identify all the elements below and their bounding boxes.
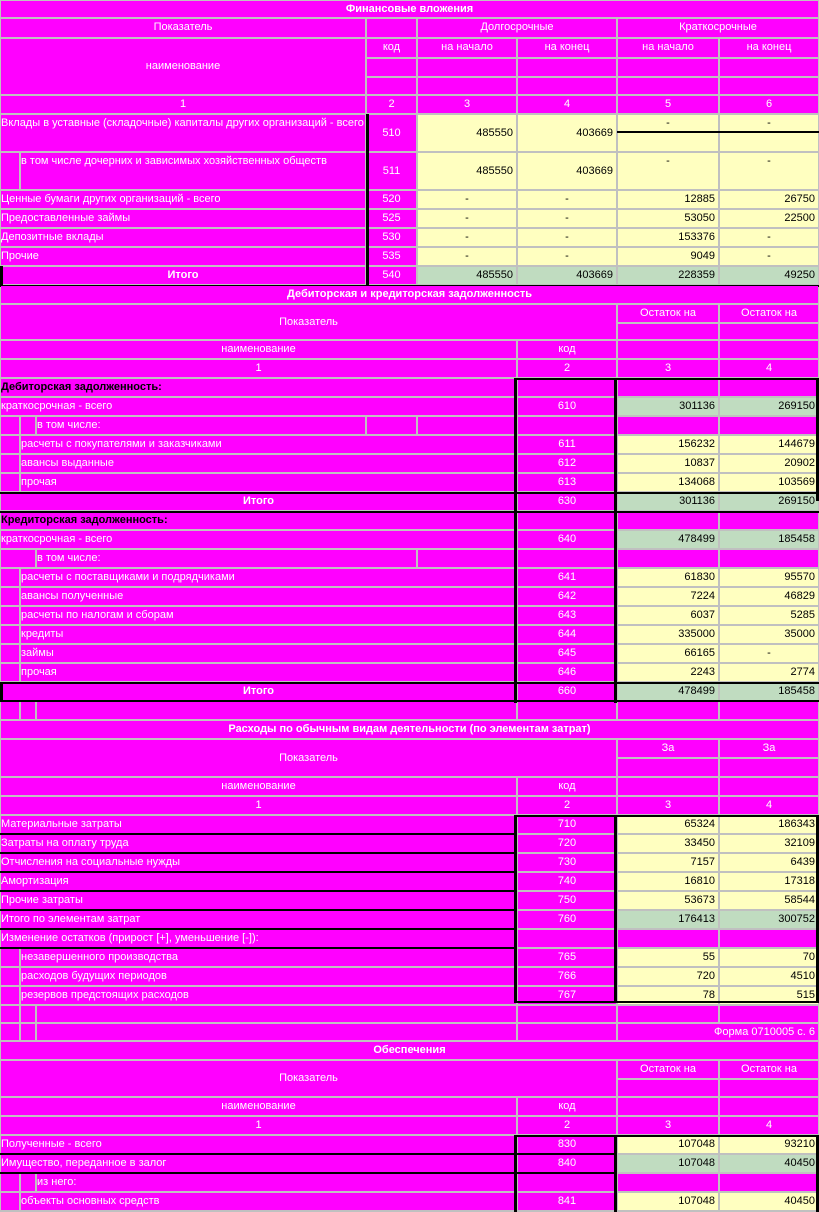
- row-code: 830: [518, 1136, 616, 1153]
- row-name: Изменение остатков (прирост [+], уменьшение [-]):: [1, 930, 516, 947]
- row-name: расчеты с покупателями и заказчиками: [21, 436, 516, 453]
- value-cell: 186343: [720, 816, 818, 833]
- cell: [21, 417, 35, 434]
- row-code: 644: [518, 626, 616, 643]
- row-code: 710: [518, 816, 616, 833]
- border-line: [514, 1001, 819, 1003]
- cell: [418, 417, 516, 434]
- value-cell: 478499: [618, 531, 718, 548]
- column-number: 4: [720, 797, 818, 814]
- cell: [518, 702, 616, 719]
- column-number: 4: [720, 1117, 818, 1134]
- column-number: 4: [720, 360, 818, 377]
- value-cell: [720, 379, 818, 396]
- row-name: Амортизация: [1, 873, 516, 890]
- column-number: 3: [618, 797, 718, 814]
- row-name: прочая: [21, 474, 516, 491]
- cell: [1, 569, 19, 586]
- cell: [1, 588, 19, 605]
- value-cell: 185458: [720, 531, 818, 548]
- row-code: 766: [518, 968, 616, 985]
- value-cell: [720, 1174, 818, 1191]
- value-cell: 55: [618, 949, 718, 966]
- value-cell: 2243: [618, 664, 718, 681]
- cell: [618, 1098, 718, 1115]
- border-line: [0, 492, 819, 494]
- header-code: код: [518, 778, 616, 795]
- value-cell: [720, 930, 818, 947]
- value-cell: 6439: [720, 854, 818, 871]
- border-line: [514, 378, 517, 703]
- value-cell: 10837: [618, 455, 718, 472]
- row-code: 540: [367, 267, 416, 284]
- row-code: 535: [367, 248, 416, 265]
- header-end: на конец: [720, 39, 818, 57]
- value-cell: 53673: [618, 892, 718, 909]
- border-line: [0, 833, 517, 835]
- value-cell: -: [720, 248, 818, 265]
- cell: [518, 1024, 616, 1040]
- value-cell: -: [418, 210, 516, 227]
- value-cell: 515: [720, 987, 818, 1004]
- cell: [418, 78, 516, 94]
- value-cell: 478499: [618, 683, 718, 700]
- row-name: в том числе:: [37, 550, 416, 567]
- value-cell: 403669: [518, 267, 616, 284]
- row-name: объекты основных средств: [21, 1193, 516, 1210]
- cell: [720, 1098, 818, 1115]
- cell: [720, 759, 818, 776]
- row-name: Отчисления на социальные нужды: [1, 854, 516, 871]
- cell: [720, 341, 818, 358]
- row-name: авансы полученные: [21, 588, 516, 605]
- row-name: кредиты: [21, 626, 516, 643]
- value-cell: 301136: [618, 398, 718, 415]
- value-cell: 66165: [618, 645, 718, 662]
- value-cell: -: [418, 191, 516, 208]
- value-cell: [720, 512, 818, 529]
- column-number: 2: [518, 797, 616, 814]
- value-cell: 6037: [618, 607, 718, 624]
- value-cell: 33450: [618, 835, 718, 852]
- cell: [618, 759, 718, 776]
- cell: [720, 1080, 818, 1096]
- row-name: Затраты на оплату труда: [1, 835, 516, 852]
- column-number: 1: [1, 96, 365, 113]
- cell: [618, 341, 718, 358]
- value-cell: -: [720, 229, 818, 246]
- row-name: займы: [21, 645, 516, 662]
- cell: [1, 1006, 19, 1022]
- column-number: 6: [720, 96, 818, 113]
- value-cell: 301136: [618, 493, 718, 510]
- header-code: код: [518, 1098, 616, 1115]
- cell: [1, 436, 19, 453]
- border-line: [0, 928, 517, 930]
- cell: [1, 455, 19, 472]
- value-cell: 485550: [418, 267, 516, 284]
- row-name: расходов будущих периодов: [21, 968, 516, 985]
- cell: [518, 1006, 616, 1022]
- value-cell: 176413: [618, 911, 718, 928]
- column-number: 1: [1, 797, 516, 814]
- row-code: 645: [518, 645, 616, 662]
- value-cell: -: [618, 115, 718, 151]
- value-cell: 300752: [720, 911, 818, 928]
- value-cell: 403669: [518, 153, 616, 189]
- border-line: [0, 682, 3, 702]
- value-cell: [618, 417, 718, 434]
- value-cell: 78: [618, 987, 718, 1004]
- cell: [367, 417, 416, 434]
- cell: [1, 1193, 19, 1210]
- value-cell: 35000: [720, 626, 818, 643]
- row-name: резервов предстоящих расходов: [21, 987, 516, 1004]
- border-line: [514, 378, 819, 380]
- cell: [418, 550, 516, 567]
- value-cell: 7157: [618, 854, 718, 871]
- row-code: 841: [518, 1193, 616, 1210]
- cell: [1, 417, 19, 434]
- row-name: прочая: [21, 664, 516, 681]
- row-code: [518, 379, 616, 396]
- value-cell: 16810: [618, 873, 718, 890]
- value-cell: 107048: [618, 1136, 718, 1153]
- value-cell: 134068: [618, 474, 718, 491]
- row-code: 730: [518, 854, 616, 871]
- row-code: 520: [367, 191, 416, 208]
- header-name: наименование: [1, 778, 516, 795]
- section-title: Расходы по обычным видам деятельности (по элементам затрат): [1, 721, 818, 738]
- cell: [618, 1080, 718, 1096]
- border-line: [0, 1172, 617, 1174]
- value-cell: -: [618, 153, 718, 189]
- value-cell: 107048: [618, 1155, 718, 1172]
- value-cell: -: [518, 191, 616, 208]
- border-line: [0, 1153, 617, 1155]
- row-name: в том числе дочерних и зависимых хозяйственных обществ: [21, 153, 365, 189]
- cell: [21, 702, 35, 719]
- row-code: [518, 930, 616, 947]
- value-cell: 46829: [720, 588, 818, 605]
- cell: [418, 59, 516, 76]
- form-note: Форма 0710005 с. 6: [618, 1024, 818, 1040]
- column-number: 1: [1, 360, 516, 377]
- border-line: [0, 947, 517, 949]
- value-cell: 53050: [618, 210, 718, 227]
- border-line: [366, 114, 369, 287]
- value-cell: 2774: [720, 664, 818, 681]
- row-code: 660: [518, 683, 616, 700]
- value-cell: 9049: [618, 248, 718, 265]
- cell: [1, 1174, 19, 1191]
- header-indicator: Показатель: [1, 740, 616, 776]
- border-line: [0, 871, 517, 873]
- value-cell: 4510: [720, 968, 818, 985]
- cell: [618, 702, 718, 719]
- value-cell: 58544: [720, 892, 818, 909]
- row-code: [518, 1174, 616, 1191]
- row-name: Прочие затраты: [1, 892, 516, 909]
- row-code: 840: [518, 1155, 616, 1172]
- value-cell: 107048: [618, 1193, 718, 1210]
- column-number: 3: [618, 360, 718, 377]
- value-cell: 17318: [720, 873, 818, 890]
- value-cell: 65324: [618, 816, 718, 833]
- header-end: на конец: [518, 39, 616, 57]
- row-code: 643: [518, 607, 616, 624]
- total-label: Итого: [1, 683, 516, 700]
- row-name: расчеты с поставщиками и подрядчиками: [21, 569, 516, 586]
- cell: [1, 607, 19, 624]
- value-cell: 12885: [618, 191, 718, 208]
- row-code: 610: [518, 398, 616, 415]
- row-code: 510: [367, 115, 416, 151]
- row-name: Материальные затраты: [1, 816, 516, 833]
- value-cell: 144679: [720, 436, 818, 453]
- cell: [618, 59, 718, 76]
- cell: [21, 1024, 35, 1040]
- row-name: Прочие: [1, 248, 365, 265]
- cell: [37, 1024, 516, 1040]
- value-cell: 93210: [720, 1136, 818, 1153]
- header-for: За: [618, 740, 718, 757]
- header-code: код: [367, 39, 416, 57]
- cell: [1, 664, 19, 681]
- row-code: 630: [518, 493, 616, 510]
- header-name: наименование: [1, 39, 365, 94]
- value-cell: 40450: [720, 1193, 818, 1210]
- header-begin: на начало: [618, 39, 718, 57]
- header-indicator: Показатель: [1, 305, 616, 339]
- border-line: [0, 511, 819, 513]
- total-label: Итого: [1, 267, 365, 284]
- cell: [618, 778, 718, 795]
- cell: [1, 968, 19, 985]
- column-number: 3: [418, 96, 516, 113]
- value-cell: 70: [720, 949, 818, 966]
- cell: [367, 19, 416, 37]
- value-cell: -: [720, 645, 818, 662]
- border-line: [0, 700, 819, 702]
- cell: [37, 702, 516, 719]
- cell: [1, 987, 19, 1004]
- value-cell: 20902: [720, 455, 818, 472]
- value-cell: -: [518, 248, 616, 265]
- row-code: 740: [518, 873, 616, 890]
- column-number: 2: [518, 1117, 616, 1134]
- value-cell: 103569: [720, 474, 818, 491]
- value-cell: [618, 1174, 718, 1191]
- row-name: Вклады в уставные (складочные) капиталы других организаций - всего: [1, 115, 365, 151]
- value-cell: -: [418, 248, 516, 265]
- cell: [1, 702, 19, 719]
- cell: [1, 645, 19, 662]
- cell: [1, 626, 19, 643]
- value-cell: 228359: [618, 267, 718, 284]
- cell: [518, 59, 616, 76]
- border-line: [0, 852, 517, 854]
- value-cell: 269150: [720, 398, 818, 415]
- header-balance: Остаток на: [720, 305, 818, 322]
- row-name: Депозитные вклады: [1, 229, 365, 246]
- border-line: [0, 266, 3, 286]
- cell: [1, 550, 35, 567]
- header-code: код: [518, 341, 616, 358]
- row-code: 530: [367, 229, 416, 246]
- header-longterm: Долгосрочные: [418, 19, 616, 37]
- cell: [21, 1006, 35, 1022]
- header-shortterm: Краткосрочные: [618, 19, 818, 37]
- cell: [618, 324, 718, 339]
- row-code: [518, 550, 616, 567]
- border-line: [614, 378, 617, 703]
- header-balance: Остаток на: [618, 305, 718, 322]
- row-code: 646: [518, 664, 616, 681]
- cell: [1, 949, 19, 966]
- cell: [720, 1006, 818, 1022]
- row-code: 750: [518, 892, 616, 909]
- value-cell: 403669: [518, 115, 616, 151]
- row-code: 765: [518, 949, 616, 966]
- row-name: краткосрочная - всего: [1, 531, 516, 548]
- cell: [720, 59, 818, 76]
- value-cell: -: [418, 229, 516, 246]
- cell: [618, 1006, 718, 1022]
- cell: [1, 1024, 19, 1040]
- header-begin: на начало: [418, 39, 516, 57]
- row-code: 642: [518, 588, 616, 605]
- row-code: 612: [518, 455, 616, 472]
- value-cell: 269150: [720, 493, 818, 510]
- row-code: 720: [518, 835, 616, 852]
- cell: [367, 59, 416, 76]
- border-line: [0, 909, 517, 911]
- value-cell: 156232: [618, 436, 718, 453]
- header-indicator: Показатель: [1, 1061, 616, 1096]
- row-code: 760: [518, 911, 616, 928]
- value-cell: -: [518, 210, 616, 227]
- cell: [1, 153, 19, 189]
- total-label: Итого: [1, 493, 516, 510]
- cell: [720, 78, 818, 94]
- cell: [21, 1174, 35, 1191]
- column-number: 4: [518, 96, 616, 113]
- border-line: [514, 1135, 819, 1137]
- value-cell: 40450: [720, 1155, 818, 1172]
- row-name: незавершенного производства: [21, 949, 516, 966]
- border-line: [0, 890, 517, 892]
- value-cell: [618, 379, 718, 396]
- cell: [720, 324, 818, 339]
- header-name: наименование: [1, 341, 516, 358]
- value-cell: 7224: [618, 588, 718, 605]
- border-line: [614, 815, 617, 1003]
- value-cell: [618, 930, 718, 947]
- value-cell: 26750: [720, 191, 818, 208]
- row-code: 613: [518, 474, 616, 491]
- column-number: 5: [618, 96, 718, 113]
- row-name: Имущество, переданное в залог: [1, 1155, 516, 1172]
- cell: [720, 778, 818, 795]
- cell: [720, 702, 818, 719]
- row-code: 511: [367, 153, 416, 189]
- row-code: [518, 512, 616, 529]
- value-cell: [720, 550, 818, 567]
- value-cell: 95570: [720, 569, 818, 586]
- column-number: 2: [518, 360, 616, 377]
- row-code: 767: [518, 987, 616, 1004]
- value-cell: 485550: [418, 153, 516, 189]
- value-cell: 153376: [618, 229, 718, 246]
- value-cell: 720: [618, 968, 718, 985]
- header-indicator: Показатель: [1, 19, 365, 37]
- section-title: Финансовые вложения: [1, 1, 818, 17]
- value-cell: -: [720, 115, 818, 151]
- row-code: 641: [518, 569, 616, 586]
- row-name: в том числе:: [37, 417, 365, 434]
- value-cell: 49250: [720, 267, 818, 284]
- row-name: Предоставленные займы: [1, 210, 365, 227]
- border-line: [0, 682, 819, 684]
- cell: [37, 1006, 516, 1022]
- row-code: 611: [518, 436, 616, 453]
- row-name: авансы выданные: [21, 455, 516, 472]
- value-cell: -: [720, 153, 818, 189]
- column-number: 3: [618, 1117, 718, 1134]
- row-name: краткосрочная - всего: [1, 398, 516, 415]
- row-name: Полученные - всего: [1, 1136, 516, 1153]
- column-number: 1: [1, 1117, 516, 1134]
- row-code: 525: [367, 210, 416, 227]
- group-heading: Дебиторская задолженность:: [1, 379, 516, 396]
- border-line: [617, 131, 819, 133]
- cell: [1, 474, 19, 491]
- value-cell: 485550: [418, 115, 516, 151]
- cell: [367, 78, 416, 94]
- row-code: [518, 417, 616, 434]
- row-name: Итого по элементам затрат: [1, 911, 516, 928]
- value-cell: 22500: [720, 210, 818, 227]
- row-name: из него:: [37, 1174, 516, 1191]
- group-heading: Кредиторская задолженность:: [1, 512, 516, 529]
- value-cell: [720, 417, 818, 434]
- row-name: Ценные бумаги других организаций - всего: [1, 191, 365, 208]
- value-cell: [618, 512, 718, 529]
- header-for: За: [720, 740, 818, 757]
- value-cell: 32109: [720, 835, 818, 852]
- section-title: Дебиторская и кредиторская задолженность: [1, 286, 818, 303]
- value-cell: 335000: [618, 626, 718, 643]
- value-cell: -: [518, 229, 616, 246]
- header-balance: Остаток на: [618, 1061, 718, 1078]
- header-balance: Остаток на: [720, 1061, 818, 1078]
- border-line: [514, 815, 819, 817]
- row-code: 640: [518, 531, 616, 548]
- cell: [618, 78, 718, 94]
- value-cell: 61830: [618, 569, 718, 586]
- value-cell: 5285: [720, 607, 818, 624]
- section-title: Обеспечения: [1, 1042, 818, 1059]
- value-cell: 185458: [720, 683, 818, 700]
- column-number: 2: [367, 96, 416, 113]
- value-cell: [618, 550, 718, 567]
- row-name: расчеты по налогам и сборам: [21, 607, 516, 624]
- header-name: наименование: [1, 1098, 516, 1115]
- cell: [518, 78, 616, 94]
